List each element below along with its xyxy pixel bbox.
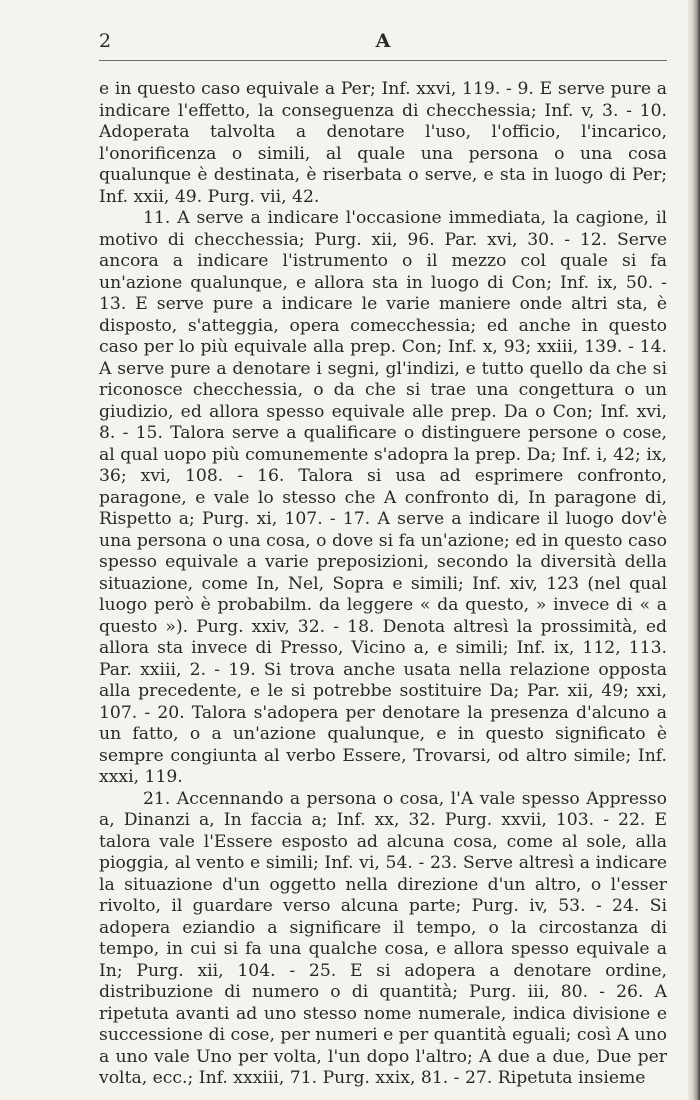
header-rule [99,60,667,61]
paragraph-continuation: e in questo caso equivale a Per; Inf. xxvi, 119. - 9. E serve pure a indicare l'effetto, la conseguenza di checchessia; Inf. v, 3. - 10. Adoperata talvolta a denotare l'uso, l'officio, l'incarico, l'onorificenza o simili, al quale una persona o una cosa qualunque è destinata, è riserbata o serve, e sta in luogo di Per; Inf. xxii, 49. Purg. vii, 42. [99,79,667,207]
page-header [99,30,667,56]
page-edge [688,0,700,1100]
running-head: A [375,30,391,52]
body-text [99,79,667,1090]
paragraph-11-20: 11. A serve a indicare l'occasione immediata, la cagione, il motivo di checchessia; Purg. xii, 96. Par. xvi, 30. - 12. Serve ancora a indicare l'istrumento o il mezzo col quale si fa un'azione qualunque, e allora sta in luogo di Con; Inf. ix, 50. - 13. E serve pure a indicare le varie maniere onde altri sta, è disposto, s'atteggia, opera comecchessia; ed anche in questo caso per lo più equivale alla prep. Con; Inf. x, 93; xxiii, 139. - 14. A serve pure a denotare i segni, gl'indizi, e tutto quello da che si riconosce checchessia, o da che si trae una congettura o un giudizio, ed allora spesso equivale alle prep. Da o Con; Inf. xvi, 8. - 15. Talora serve a qualificare o distinguere persone o cose, al qual uopo più comunemente s'adopra la prep. Da; Inf. i, 42; ix, 36; xvi, 108. - 16. Talora si usa ad esprimere confronto, paragone, e vale lo stesso che A confronto di, In paragone di, Rispetto a; Purg. xi, 107. - 17. A serve a indicare il luogo dov'è una persona o una cosa, o dove si fa un'azione; ed in questo caso spesso equivale a varie preposizioni, secondo la diversità della situazione, come In, Nel, Sopra e simili; Inf. xiv, 123 (nel qual luogo però è probabilm. da leggere « da questo, » invece di « a questo »). Purg. xxiv, 32. - 18. Denota altresì la prossimità, ed allora sta invece di Presso, Vicino a, e simili; Inf. ix, 112, 113. Par. xxiii, 2. - 19. Si trova anche usata nella relazione opposta alla precedente, e le si potrebbe sostituire Da; Par. xii, 49; xxi, 107. - 20. Talora s'adopera per denotare la presenza d'alcuno a un fatto, o a un'azione qualunque, e in questo significato è sempre congiunta al verbo Essere, Trovarsi, od altro simile; Inf. xxxi, 119. [99,208,667,787]
paragraph-21-27: 21. Accennando a persona o cosa, l'A vale spesso Appresso a, Dinanzi a, In faccia a; Inf. xx, 32. Purg. xxvii, 103. - 22. E talora vale l'Essere esposto ad alcuna cosa, come al sole, alla pioggia, al vento e simili; Inf. vi, 54. - 23. Serve altresì a indicare la situazione d'un oggetto nella direzione d'un altro, o l'esser rivolto, il guardare verso alcuna parte; Purg. iv, 53. - 24. Si adopera eziandio a significare il tempo, o la circostanza di tempo, in cui si fa una qualche cosa, e allora spesso equivale a In; Purg. xii, 104. - 25. E si adopera a denotare ordine, distribuzione di numero o di quantità; Purg. iii, 80. - 26. A ripetuta avanti ad uno stesso nome numerale, indica divisione e successione di cose, per numeri e per quantità eguali; così A uno a uno vale Uno per volta, l'un dopo l'altro; A due a due, Due per volta, ecc.; Inf. xxxiii, 71. Purg. xxix, 81. - 27. Ripetuta insieme [99,788,667,1088]
page-number: 2 [99,30,112,52]
